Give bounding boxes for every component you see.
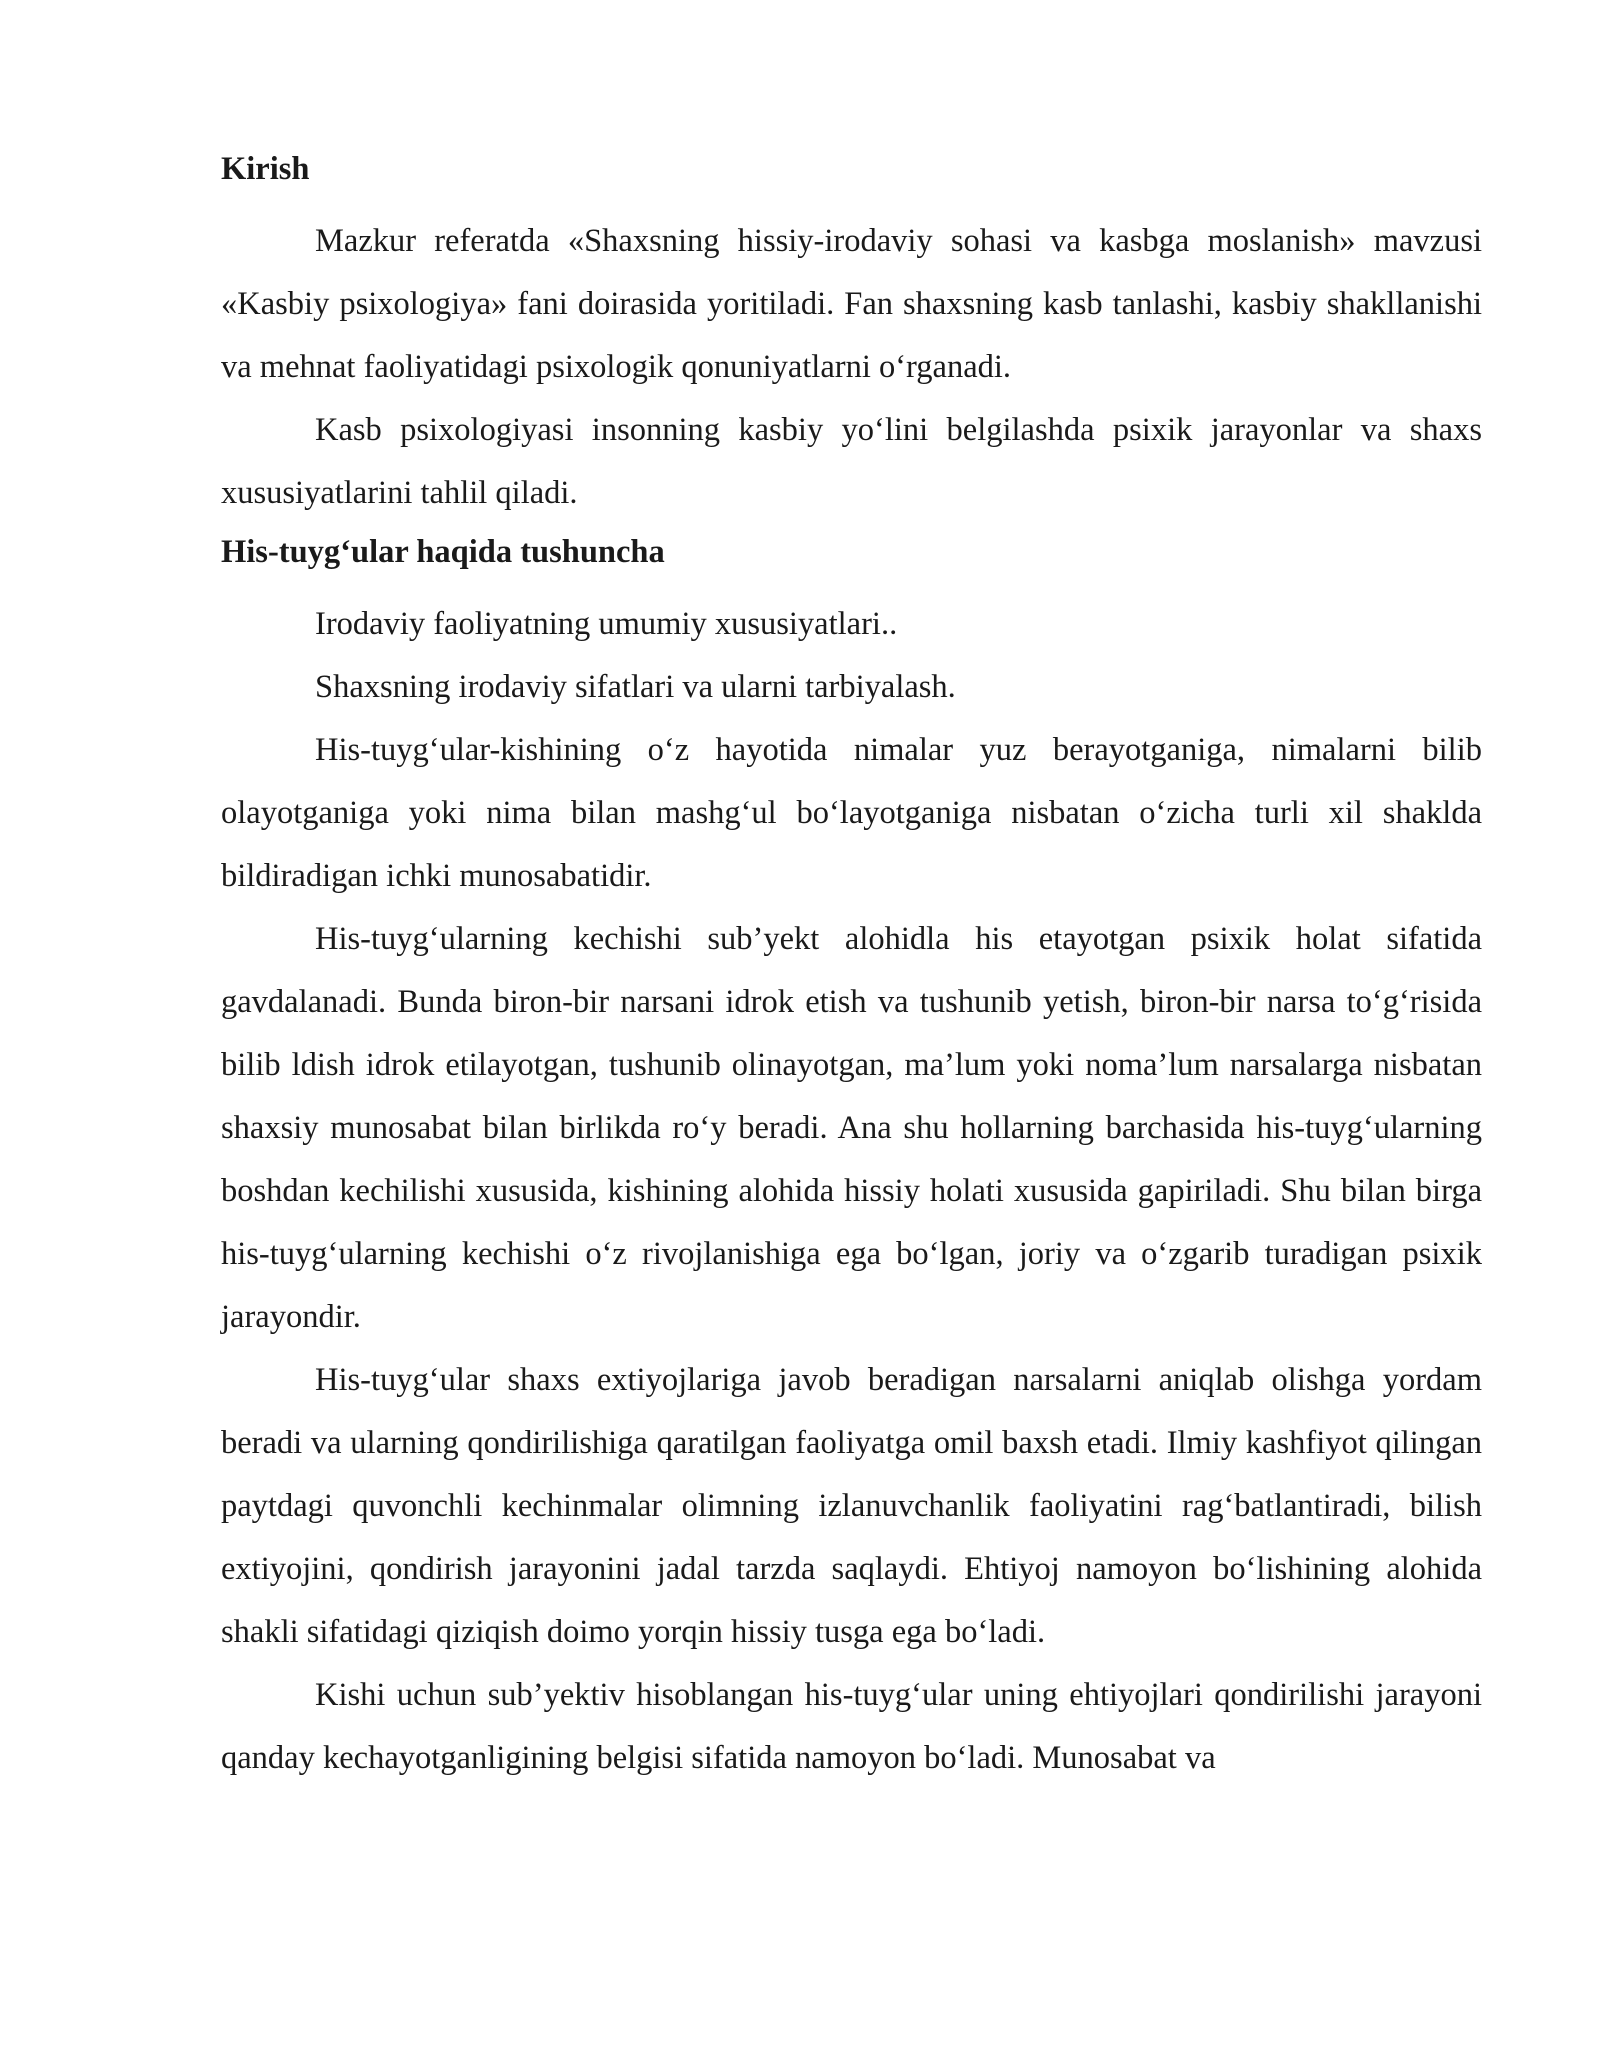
section-paragraph-6: Kishi uchun sub’yektiv hisoblangan his-tuygʻular uning ehtiyojlari qondirilishi jarayoni qanday kechayotganligining belgisi sifatida namoyon boʻladi. Munosabat va bbox=[221, 1677, 1482, 1776]
heading-section: His-tuygʻular haqida tushuncha bbox=[221, 534, 665, 570]
intro-paragraph-2: Kasb psixologiyasi insonning kasbiy yoʻlini belgilashda psixik jarayonlar va shaxs xususiyatlarini tahlil qiladi. bbox=[221, 412, 1482, 511]
document-page bbox=[221, 142, 1482, 1790]
section-paragraph-5: His-tuygʻular shaxs extiyojlariga javob beradigan narsalarni aniqlab olishga yordam beradi va ularning qondirilishiga qaratilgan faoliyatga omil baxsh etadi. Ilmiy kashfiyot qilingan paytdagi quvonchli kechinmalar olimning izlanuvchanlik faoliyatini ragʻbatlantiradi, bilish extiyojini, qondirish jarayonini jadal tarzda saqlaydi. Ehtiyoj namoyon boʻlishining alohida shakli sifatidagi qiziqish doimo yorqin hissiy tusga ega boʻladi. bbox=[221, 1362, 1482, 1650]
section-paragraph-4: His-tuygʻularning kechishi sub’yekt alohidla his etayotgan psixik holat sifatida gavdalanadi. Bunda biron-bir narsani idrok etish va tushunib yetish, biron-bir narsa toʻgʻrisida bilib ldish idrok etilayotgan, tushunib olinayotgan, ma’lum yoki noma’lum narsalarga nisbatan shaxsiy munosabat bilan birlikda roʻy beradi. Ana shu hollarning barchasida his-tuygʻularning boshdan kechilishi xususida, kishining alohida hissiy holati xususida gapiriladi. Shu bilan birga his-tuygʻularning kechishi oʻz rivojlanishiga ega boʻlgan, joriy va oʻzgarib turadigan psixik jarayondir. bbox=[221, 921, 1482, 1335]
section-paragraph-3: His-tuygʻular-kishining oʻz hayotida nimalar yuz berayotganiga, nimalarni bilib olayotganiga yoki nima bilan mashgʻul boʻlayotganiga nisbatan oʻzicha turli xil shaklda bildiradigan ichki munosabatidir. bbox=[221, 732, 1482, 894]
section-paragraph-1: Irodaviy faoliyatning umumiy xususiyatlari.. bbox=[315, 606, 898, 642]
heading-intro: Kirish bbox=[221, 151, 310, 187]
intro-paragraph-1: Mazkur referatda «Shaxsning hissiy-irodaviy sohasi va kasbga moslanish» mavzusi «Kasbiy psixologiya» fani doirasida yoritiladi. Fan shaxsning kasb tanlashi, kasbiy shakllanishi va mehnat faoliyatidagi psixologik qonuniyatlarni oʻrganadi. bbox=[221, 223, 1482, 385]
section-paragraph-2: Shaxsning irodaviy sifatlari va ularni tarbiyalash. bbox=[315, 669, 956, 705]
